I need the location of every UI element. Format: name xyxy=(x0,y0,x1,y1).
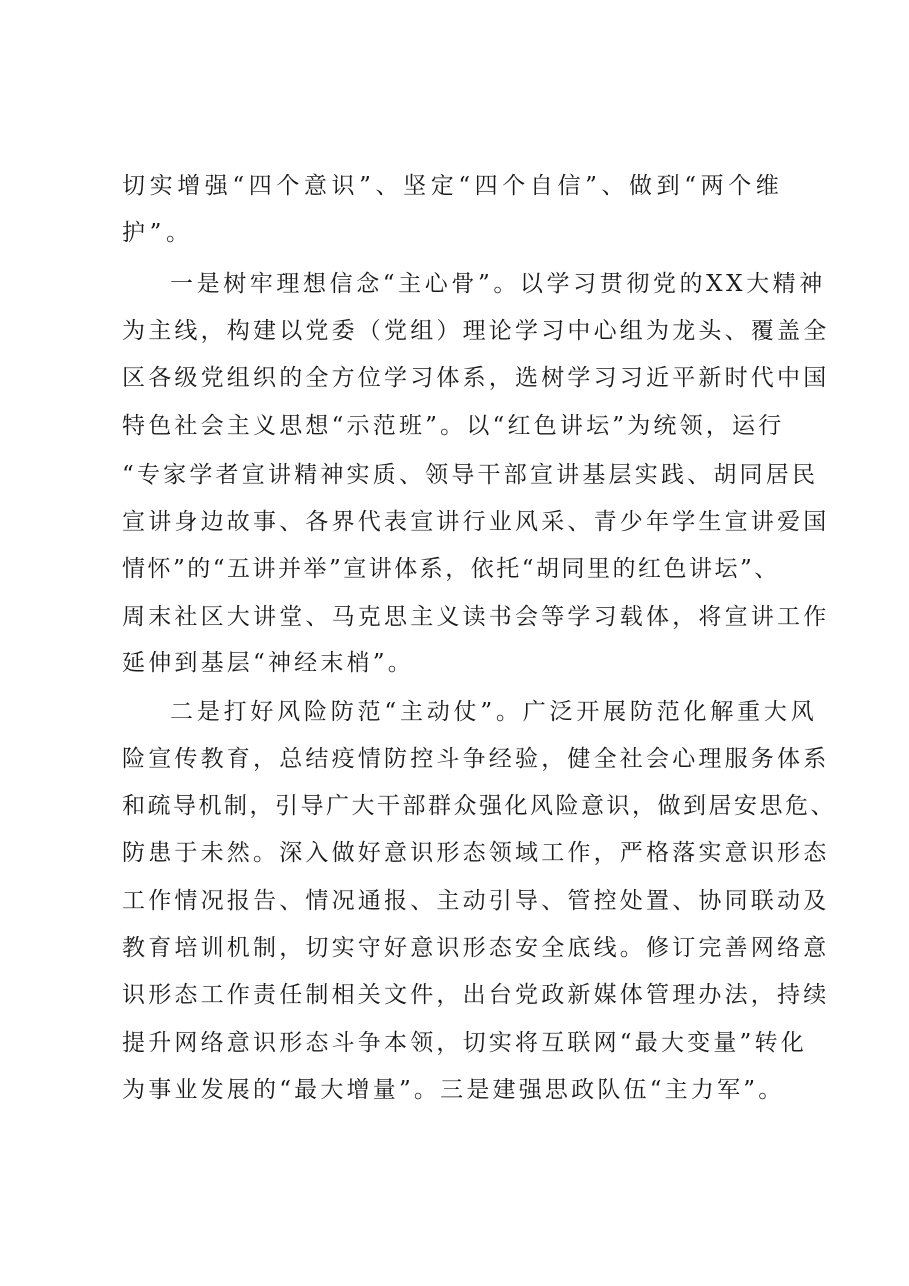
line-text: 险宣传教育，总结疫情防控斗争经验，健全社会心理服务体系 xyxy=(122,746,830,772)
line-text: 防患于未然。深入做好意识形态领域工作，严格落实意识形态 xyxy=(122,840,830,866)
line-text: 二是打好风险防范“主动仗”。广泛开展防范化解重大风 xyxy=(170,699,818,725)
line-text: 切实增强“四个意识”、坚定“四个自信”、做到“两个维 xyxy=(122,173,784,199)
text-line xyxy=(0,1068,909,1112)
line-text: 宣讲身边故事、各界代表宣讲行业风采、青少年学生宣讲爱国 xyxy=(122,509,830,535)
text-line xyxy=(0,973,909,1017)
text-line xyxy=(0,164,909,208)
text-line xyxy=(0,500,909,544)
line-text: 提升网络意识形态斗争本领，切实将互联网“最大变量”转化 xyxy=(122,1030,807,1056)
text-line xyxy=(0,1021,909,1065)
text-line xyxy=(0,879,909,923)
line-text: 一是树牢理想信念“主心骨”。以学习贯彻党的XX大精神 xyxy=(170,271,826,297)
line-text: “专家学者宣讲精神实质、领导干部宣讲基层实践、胡同居民 xyxy=(122,462,819,488)
text-line xyxy=(0,356,909,400)
text-line xyxy=(0,404,909,448)
line-text: 特色社会主义思想“示范班”。以“红色讲坛”为统领，运行 xyxy=(122,413,785,439)
text-line xyxy=(0,595,909,639)
text-line xyxy=(0,547,909,591)
line-text: 识形态工作责任制相关文件，出台党政新媒体管理办法，持续 xyxy=(122,982,830,1008)
line-text: 工作情况报告、情况通报、主动引导、管控处置、协同联动及 xyxy=(122,888,830,914)
line-text: 为事业发展的“最大增量”。三是建强思政队伍“主力军”。 xyxy=(122,1077,785,1103)
line-text: 周末社区大讲堂、马克思主义读书会等学习载体，将宣讲工作 xyxy=(122,604,830,630)
text-line xyxy=(0,641,909,685)
line-text: 为主线，构建以党委（党组）理论学习中心组为龙头、覆盖全 xyxy=(122,318,830,344)
text-line xyxy=(0,690,909,734)
text-line xyxy=(0,309,909,353)
text-line xyxy=(0,737,909,781)
line-text: 护”。 xyxy=(122,220,194,246)
line-text: 和疏导机制，引导广大干部群众强化风险意识，做到居安思危、 xyxy=(122,793,836,819)
line-text: 情怀”的“五讲并举”宣讲体系，依托“胡同里的红色讲坛”、 xyxy=(122,556,780,582)
line-text: 延伸到基层“神经末梢”。 xyxy=(122,650,414,676)
line-text: 区各级党组织的全方位学习体系，选树学习习近平新时代中国 xyxy=(122,365,830,391)
text-line xyxy=(0,211,909,255)
text-line xyxy=(0,453,909,497)
text-line xyxy=(0,784,909,828)
text-line xyxy=(0,262,909,306)
text-line xyxy=(0,926,909,970)
text-line xyxy=(0,831,909,875)
line-text: 教育培训机制，切实守好意识形态安全底线。修订完善网络意 xyxy=(122,935,830,961)
